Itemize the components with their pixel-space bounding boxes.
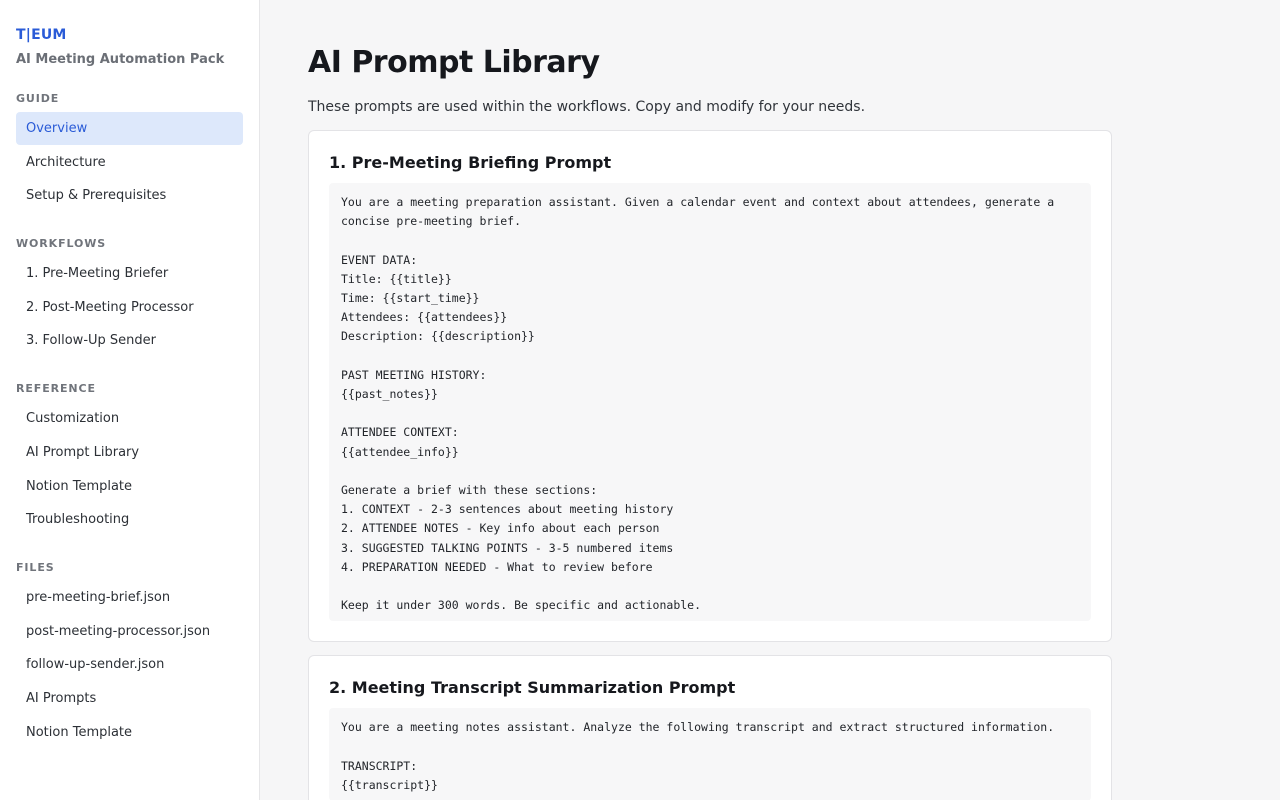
sidebar-item-architecture[interactable]: Architecture	[26, 154, 106, 170]
sidebar-item-notion-template[interactable]: Notion Template	[26, 478, 133, 494]
sidebar-item-post-meeting-processor[interactable]: 2. Post-Meeting Processor	[26, 299, 194, 315]
sidebar-item-file-follow-up-sender[interactable]: follow-up-sender.json	[26, 657, 165, 673]
section-title-guide: GUIDE	[16, 92, 60, 105]
sidebar-item-file-post-meeting-processor[interactable]: post-meeting-processor.json	[26, 623, 211, 639]
main-content	[308, 0, 1112, 800]
section-title-reference: REFERENCE	[16, 382, 96, 396]
prompt-card-title: 2. Meeting Transcript Summarization Prompt	[329, 678, 736, 698]
sidebar-item-customization[interactable]: Customization	[26, 411, 120, 427]
sidebar-item-file-notion-template[interactable]: Notion Template	[26, 724, 133, 740]
prompt-card-title: 1. Pre-Meeting Briefing Prompt	[329, 153, 612, 172]
sidebar-item-setup[interactable]: Setup & Prerequisites	[26, 188, 167, 204]
page-title: AI Prompt Library	[308, 45, 600, 80]
product-subtitle: AI Meeting Automation Pack	[16, 52, 225, 67]
sidebar-item-troubleshooting[interactable]: Troubleshooting	[26, 512, 130, 528]
page-description: These prompts are used within the workflows. Copy and modify for your needs.	[308, 99, 866, 115]
sidebar-item-ai-prompt-library[interactable]: AI Prompt Library	[26, 444, 140, 460]
section-title-workflows: WORKFLOWS	[16, 237, 107, 251]
section-title-files: FILES	[16, 561, 55, 575]
sidebar-item-follow-up-sender[interactable]: 3. Follow-Up Sender	[26, 333, 156, 349]
prompt-card	[308, 655, 1112, 800]
sidebar-item-overview[interactable]: Overview	[16, 112, 243, 145]
sidebar	[0, 0, 260, 800]
brand-logo[interactable]: T|EUM	[16, 27, 67, 43]
prompt-card	[308, 130, 1112, 642]
prompt-code-block[interactable]: You are a meeting preparation assistant. Given a calendar event and context about attendees, generate a concise pre-meeting brief. EVENT DATA: Title: {{title}} Time: {{start_time}} Attendees: {{attendees}} Description: {{description}} PAST MEETING HISTORY: {{past_notes}} ATTENDEE CONTEXT: {{attendee_info}} Generate a brief with these sections: 1. CONTEXT - 2-3 sentences about meeting history 2. ATTENDEE NOTES - Key info about each person 3. SUGGESTED TALKING POINTS - 3-5 numbered items 4. PREPARATION NEEDED - What to review before Keep it under 300 words. Be specific and actionable.	[329, 183, 1091, 621]
sidebar-item-file-pre-meeting-brief[interactable]: pre-meeting-brief.json	[26, 590, 171, 606]
sidebar-item-pre-meeting-briefer[interactable]: 1. Pre-Meeting Briefer	[26, 266, 169, 282]
sidebar-item-file-ai-prompts[interactable]: AI Prompts	[26, 690, 97, 706]
prompt-code-block[interactable]: You are a meeting notes assistant. Analyze the following transcript and extract structured information. TRANSCRIPT: {{transcript}}	[329, 708, 1091, 800]
